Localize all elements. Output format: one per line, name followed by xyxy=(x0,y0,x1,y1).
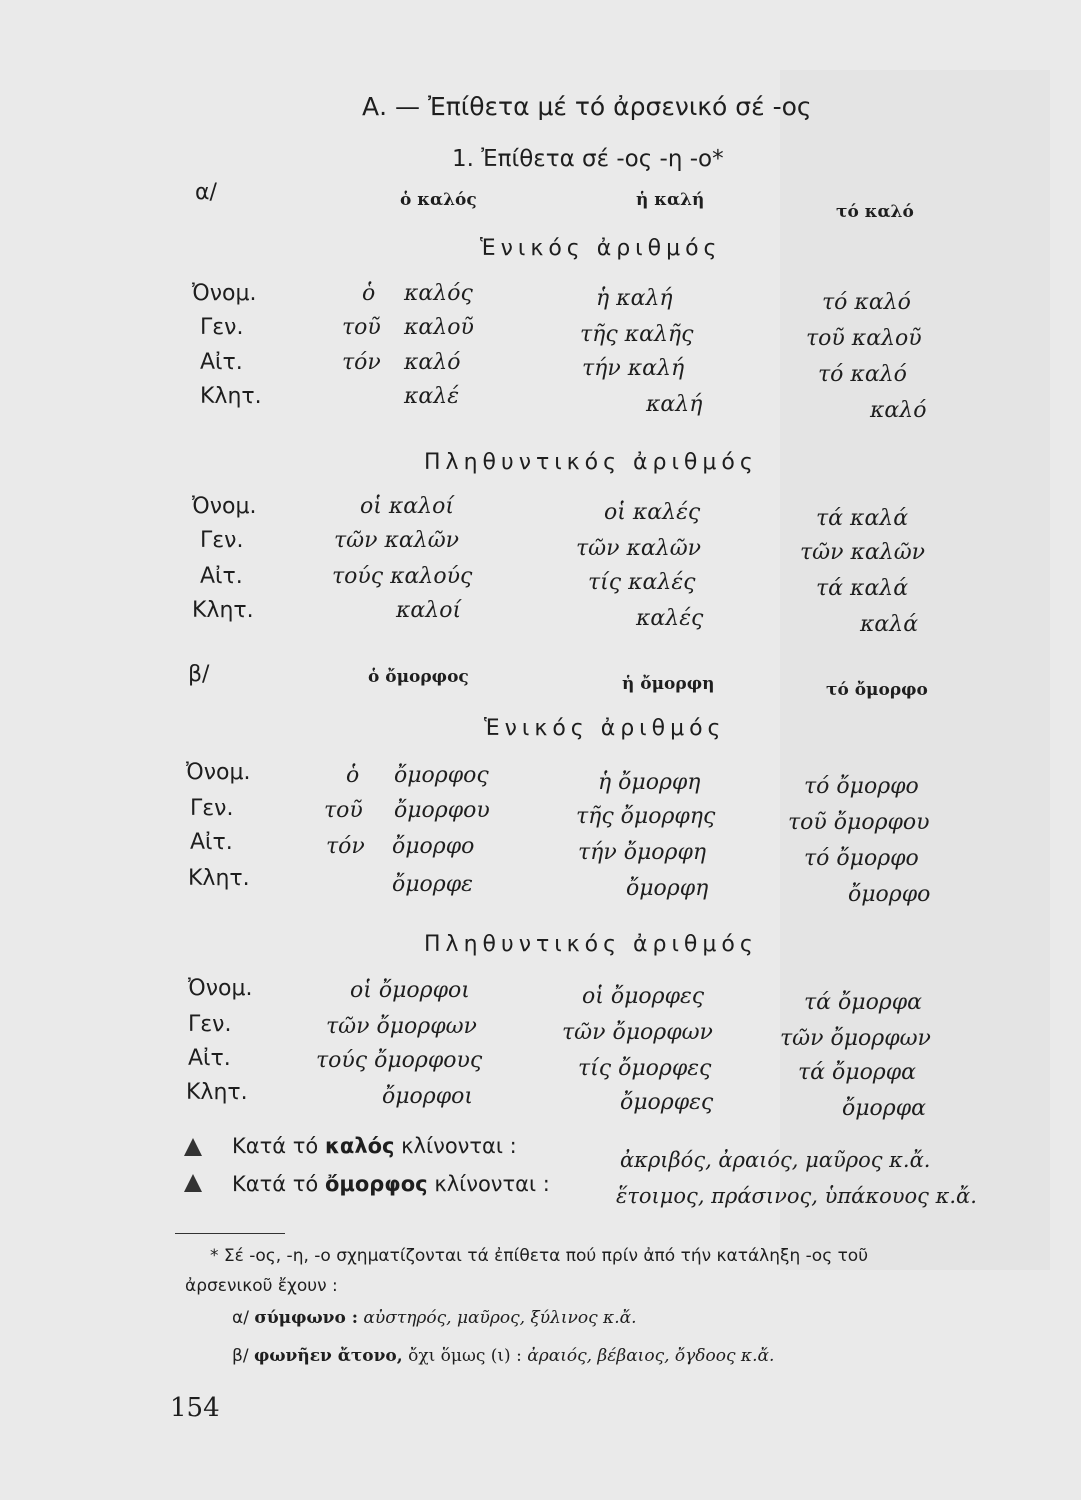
case-label: Αἰτ. xyxy=(190,830,233,855)
subsection-title: 1. Ἐπίθετα σέ -ος -η -ο* xyxy=(452,146,724,172)
case-label: Αἰτ. xyxy=(188,1046,231,1071)
part-b-marker: β/ xyxy=(188,662,210,687)
fem-form: οἱ καλές xyxy=(604,500,701,525)
rule-word: καλός xyxy=(324,1134,395,1158)
neut-form: τό ὄμορφο xyxy=(804,846,919,871)
case-label: Γεν. xyxy=(200,315,244,340)
rule-line-1 xyxy=(232,1134,517,1158)
footnote-line-2: ἀρσενικοῦ ἔχουν : xyxy=(185,1276,338,1296)
neut-form: τῶν καλῶν xyxy=(800,540,926,565)
footnote-b-mid: ὄχι ὅμως (ι) : xyxy=(408,1346,522,1366)
footnote-a-marker: α/ xyxy=(232,1308,249,1328)
neut-form: τά ὄμορφα xyxy=(798,1060,917,1085)
footnote-b-label: φωνῆεν ἄτονο, xyxy=(253,1346,403,1366)
fem-form: καλές xyxy=(636,606,704,631)
masc-form: ὄμορφοι xyxy=(382,1084,473,1109)
rule-line-2 xyxy=(232,1172,550,1196)
masc-form: ὄμορφου xyxy=(394,798,490,823)
headword-fem-b: ἡ ὄμορφη xyxy=(622,674,715,694)
neut-form: ὄμορφα xyxy=(842,1096,926,1121)
masc-form: οἱ καλοί xyxy=(360,494,454,519)
neut-form: καλά xyxy=(860,612,919,637)
masc-form: καλό xyxy=(404,350,461,375)
singular-title-a: Ἑνικός ἀριθμός xyxy=(480,236,722,261)
masc-form: καλέ xyxy=(404,384,460,409)
masc-form: τῶν καλῶν xyxy=(334,528,460,553)
rule-examples-2: ἕτοιμος, πράσινος, ὑπάκουος κ.ἄ. xyxy=(616,1184,977,1208)
neut-form: τοῦ καλοῦ xyxy=(806,326,922,351)
masc-article: τοῦ xyxy=(342,315,381,340)
case-label: Κλητ. xyxy=(192,598,254,623)
neut-form: τό ὄμορφο xyxy=(804,774,919,799)
section-title: Α. — Ἐπίθετα μέ τό ἀρσενικό σέ -ος xyxy=(362,92,812,121)
rule-examples-1: ἀκριβός, ἀραιός, μαῦρος κ.ἄ. xyxy=(620,1148,931,1172)
fem-form: τίς καλές xyxy=(588,570,696,595)
neut-form: τά καλά xyxy=(816,506,909,531)
rule-prefix: Κατά τό xyxy=(232,1134,319,1158)
masc-article: τοῦ xyxy=(324,798,363,823)
neut-form: τά ὄμορφα xyxy=(804,990,923,1015)
neut-form: τό καλό xyxy=(822,290,911,315)
masc-article: ὁ xyxy=(346,763,360,788)
neut-form: ὄμορφο xyxy=(848,882,931,907)
show-through-area xyxy=(780,70,1050,1270)
case-label: Κλητ. xyxy=(186,1080,248,1105)
case-label: Γεν. xyxy=(188,1012,232,1037)
footnote-line-1: * Σέ -ος, -η, -ο σχηματίζονται τά ἐπίθετα πού πρίν ἀπό τήν κατάληξη -ος τοῦ xyxy=(210,1246,869,1266)
headword-neut-a: τό καλό xyxy=(836,202,914,222)
fem-form: τῆς ὄμορφης xyxy=(576,804,716,829)
neut-form: τῶν ὄμορφων xyxy=(780,1026,931,1051)
fem-form: καλή xyxy=(646,392,703,417)
headword-masc-a: ὁ καλός xyxy=(400,190,477,210)
fem-form: τίς ὄμορφες xyxy=(578,1056,712,1081)
footnote-b-marker: β/ xyxy=(232,1346,249,1366)
fem-form: ὄμορφη xyxy=(626,876,709,901)
masc-article: τόν xyxy=(326,834,365,859)
masc-form: τούς ὄμορφους xyxy=(316,1048,483,1073)
case-label: Κλητ. xyxy=(188,866,250,891)
triangle-bullet-icon xyxy=(184,1138,202,1156)
masc-form: ὄμορφο xyxy=(392,834,475,859)
headword-masc-b: ὁ ὄμορφος xyxy=(368,667,469,687)
masc-form: ὄμορφε xyxy=(392,872,473,897)
neut-form: καλό xyxy=(870,398,927,423)
footnote-a-examples: αὐστηρός, μαῦρος, ξύλινος κ.ἄ. xyxy=(363,1308,637,1328)
footnote-item-b xyxy=(232,1346,774,1366)
case-label: Κλητ. xyxy=(200,384,262,409)
case-label: Αἰτ. xyxy=(200,564,243,589)
masc-article: ὁ xyxy=(362,281,376,306)
fem-form: τήν ὄμορφη xyxy=(578,840,707,865)
footnote-item-a xyxy=(232,1308,636,1328)
singular-title-b: Ἑνικός ἀριθμός xyxy=(484,716,726,741)
plural-title-a: Πληθυντικός ἀριθμός xyxy=(424,450,758,475)
footnote-a-label: σύμφωνο : xyxy=(254,1308,359,1328)
neut-form: τά καλά xyxy=(816,576,909,601)
page-number: 154 xyxy=(170,1393,220,1423)
case-label: Ὀνομ. xyxy=(186,760,251,785)
headword-fem-a: ἡ καλή xyxy=(636,190,705,210)
case-label: Γεν. xyxy=(190,796,234,821)
masc-form: καλοί xyxy=(396,598,462,623)
part-a-marker: α/ xyxy=(195,180,217,205)
case-label: Ὀνομ. xyxy=(192,494,257,519)
case-label: Ὀνομ. xyxy=(188,976,253,1001)
headword-neut-b: τό ὄμορφο xyxy=(826,680,928,700)
case-label: Ὀνομ. xyxy=(192,281,257,306)
masc-form: τούς καλούς xyxy=(332,564,473,589)
footnote-divider xyxy=(175,1233,285,1234)
masc-form: καλός xyxy=(404,281,473,306)
fem-form: τήν καλή xyxy=(582,356,685,381)
masc-form: ὄμορφος xyxy=(394,763,489,788)
neut-form: τοῦ ὄμορφου xyxy=(788,810,930,835)
masc-form: τῶν ὄμορφων xyxy=(326,1014,477,1039)
masc-form: καλοῦ xyxy=(404,315,474,340)
masc-article: τόν xyxy=(342,350,381,375)
rule-suffix: κλίνονται : xyxy=(401,1134,517,1158)
rule-prefix: Κατά τό xyxy=(232,1172,319,1196)
fem-form: ὄμορφες xyxy=(620,1090,714,1115)
fem-form: τῆς καλῆς xyxy=(580,322,694,347)
neut-form: τό καλό xyxy=(818,362,907,387)
rule-word: ὄμορφος xyxy=(324,1172,428,1196)
masc-form: οἱ ὄμορφοι xyxy=(350,978,470,1003)
fem-form: ἡ ὄμορφη xyxy=(598,770,701,795)
fem-form: ἡ καλή xyxy=(596,286,673,311)
footnote-b-examples: ἀραιός, βέβαιος, ὄγδοος κ.ἄ. xyxy=(527,1346,775,1366)
fem-form: τῶν ὄμορφων xyxy=(562,1020,713,1045)
fem-form: τῶν καλῶν xyxy=(576,536,702,561)
case-label: Γεν. xyxy=(200,528,244,553)
fem-form: οἱ ὄμορφες xyxy=(582,984,705,1009)
plural-title-b: Πληθυντικός ἀριθμός xyxy=(424,932,758,957)
rule-suffix: κλίνονται : xyxy=(434,1172,550,1196)
case-label: Αἰτ. xyxy=(200,350,243,375)
triangle-bullet-icon xyxy=(184,1174,202,1192)
